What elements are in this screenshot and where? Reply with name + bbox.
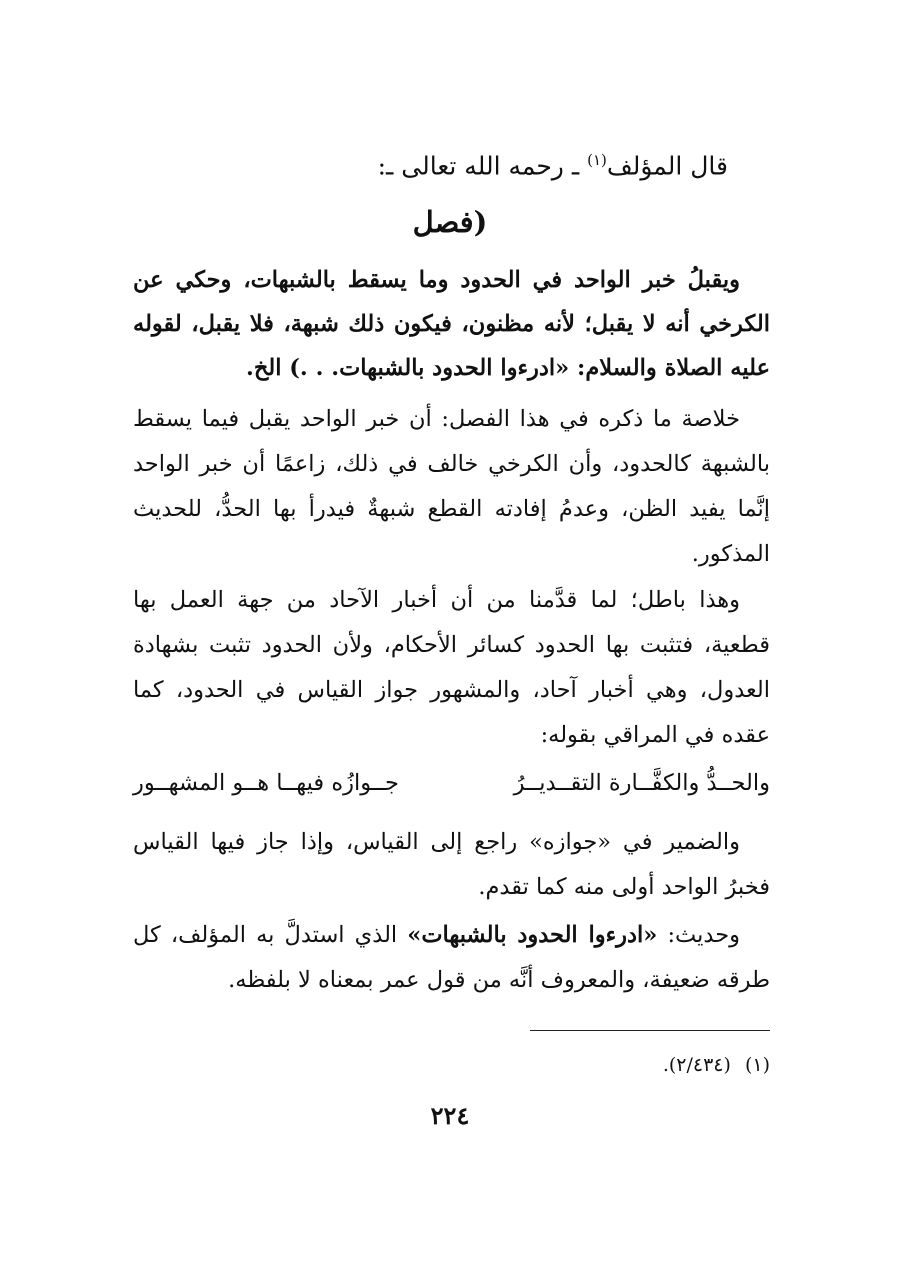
page-number: ٢٢٤ — [430, 1101, 470, 1130]
commentary-text-3: والضمير في «جوازه» راجع إلى القياس، وإذا جاز فيها القياس فخبرُ الواحد أولى منه كما تقدم. — [133, 829, 770, 900]
commentary-text-4-end: الذي استدلَّ به المؤلف، كل طرقه ضعيفة، والمعروف أنَّه من قول عمر بمعناه لا بلفظه. — [133, 922, 770, 993]
intro-text: قال المؤلف — [606, 151, 728, 181]
hadith-quote: «ادرءوا الحدود بالشبهات» — [407, 922, 658, 948]
footnote-text: (٢/٤٣٤). — [662, 1054, 731, 1076]
commentary-paragraph-4 — [133, 913, 770, 1003]
footnote — [663, 1050, 770, 1080]
verse-second-hemistich: جــوازُه فيهــا هــو المشهــور — [133, 770, 399, 796]
poetry-verse — [133, 761, 770, 805]
section-heading: (فصل — [412, 205, 488, 239]
commentary-paragraph-3 — [133, 820, 770, 910]
commentary-paragraph-1 — [133, 397, 770, 577]
footnote-divider — [530, 1030, 770, 1031]
commentary-paragraph-2 — [133, 578, 770, 758]
commentary-text-2: وهذا باطل؛ لما قدَّمنا من أن أخبار الآحاد من جهة العمل بها قطعية، فتثبت بها الحدود كسائر الأحكام، ولأن الحدود تثبت بشهادة العدول، وهي أخبار آحاد، والمشهور جواز القياس في الحدود، كما عقده في المراقي بقوله: — [133, 587, 770, 748]
author-intro-line — [378, 140, 728, 186]
main-text-paragraph — [133, 258, 770, 390]
commentary-text-1: خلاصة ما ذكره في هذا الفصل: أن خبر الواحد يقبل فيما يسقط بالشبهة كالحدود، وأن الكرخي خالف في ذلك، زاعمًا أن خبر الواحد إنَّما يفيد الظن، وعدمُ إفادته القطع شبهةٌ فيدرأ بها الحدُّ، للحديث المذكور. — [133, 406, 770, 567]
main-text: ويقبلُ خبر الواحد في الحدود وما يسقط بالشبهات، وحكي عن الكرخي أنه لا يقبل؛ لأنه مظنون، فيكون ذلك شبهة، فلا يقبل، لقوله عليه الصلاة والسلام: «ادرءوا الحدود بالشبهات. . .) الخ. — [133, 267, 770, 381]
commentary-text-4-start: وحديث: — [657, 922, 740, 948]
footnote-number: (١) — [744, 1054, 770, 1076]
intro-prayer-text: ـ رحمه الله تعالى ـ: — [377, 151, 588, 181]
footnote-reference[interactable]: (١) — [587, 151, 607, 169]
verse-first-hemistich: والحــدُّ والكفَّــارة التقــديــرُ — [513, 770, 770, 796]
